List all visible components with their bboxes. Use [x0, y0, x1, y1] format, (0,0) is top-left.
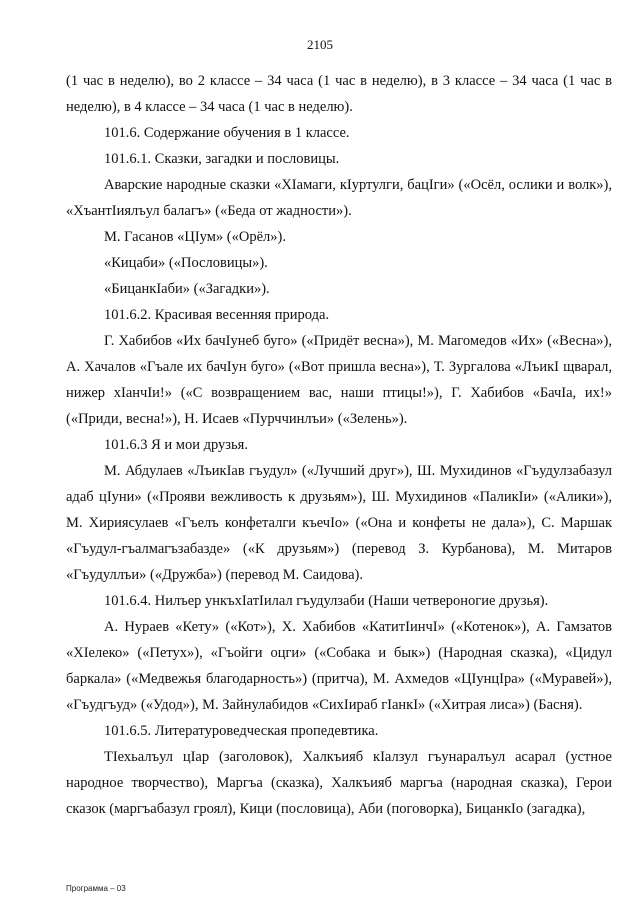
paragraph-continuation: (1 час в неделю), во 2 классе – 34 часа (1 час в неделю), в 3 классе – 34 часа (1 час в неделю), в 4 классе – 34 часа (1 час в неделю). [66, 73, 612, 115]
page-footer: Программа – 03 [66, 884, 126, 893]
subsection-heading: 101.6.1. Сказки, загадки и пословицы. [104, 151, 340, 167]
subsection-heading: 101.6.2. Красивая весенняя природа. [104, 307, 330, 323]
paragraph: М. Гасанов «ЦIум» («Орёл»). [104, 229, 286, 245]
paragraph: М. Абдулаев «ЛъикIав гъудул» («Лучший друг»), Ш. Мухидинов «Гъудулзабазул адаб цIуни» («Прояви вежливость к друзьям»), Ш. Мухидинов «ПаликIи» («Алики»), М. Хириясулаев «Гъелъ конфеталги къечIо» («Она и конфеты не дала»), С. Маршак «Гъудул-гъалмагъзабазде» («К друзьям») (перевод З. Курбанова), М. Митаров «Гъудуллъи» («Дружба») (перевод М. Саидова). [66, 463, 612, 583]
subsection-heading: 101.6.3 Я и мои друзья. [104, 437, 248, 453]
section-heading: 101.6. Содержание обучения в 1 классе. [104, 125, 350, 141]
paragraph: ТIехьалъул цIар (заголовок), Халкъияб кIалзул гъунаралъул асарал (устное народное творчество), Маргъа (сказка), Халкъияб маргъа (народная сказка), Герои сказок (маргъабазул гроял), Кици (пословица), Аби (поговорка), БицанкIо (загадка), [66, 749, 612, 817]
page-number: 2105 [307, 37, 333, 52]
paragraph: А. Нураев «Кету» («Кот»), Х. Хабибов «КатитIинчI» («Котенок»), А. Гамзатов «ХIелеко» («Петух»), «Гъойги оцги» («Собака и бык») (Народная сказка), «Цидул баркала» («Медвежья благодарность») (притча), М. Ахмедов «ЦIунцIра» («Муравей»), «Гъудгъуд» («Удод»), М. Зайнулабидов «СихIираб гIанкI» («Хитрая лиса») (Басня). [66, 619, 612, 713]
document-body [66, 68, 612, 822]
paragraph: Г. Хабибов «Их бачIунеб буго» («Придёт весна»), М. Магомедов «Их» («Весна»), А. Хачалов «Гъале их бачIун буго» («Вот пришла весна»), Т. Зургалова «ЛъикI щварал, нижер хIанчIи!» («С возвращением вас, наши птицы!»), Г. Хабибов «БачIа, их!» («Приди, весна!»), Н. Исаев «Пурччинлъи» («Зелень»). [66, 333, 612, 427]
subsection-heading: 101.6.5. Литературоведческая пропедевтика. [104, 723, 379, 739]
paragraph: «БицанкIаби» («Загадки»). [104, 281, 270, 297]
paragraph: Аварские народные сказки «ХIамаги, кIуртулги, бацIги» («Осёл, ослики и волк»), «ХъантIиялъул балагъ» («Беда от жадности»). [66, 177, 612, 219]
subsection-heading: 101.6.4. Нилъер ункъхIатIилал гъудулзаби (Наши четвероногие друзья). [104, 593, 549, 609]
paragraph: «Кицаби» («Пословицы»). [104, 255, 268, 271]
